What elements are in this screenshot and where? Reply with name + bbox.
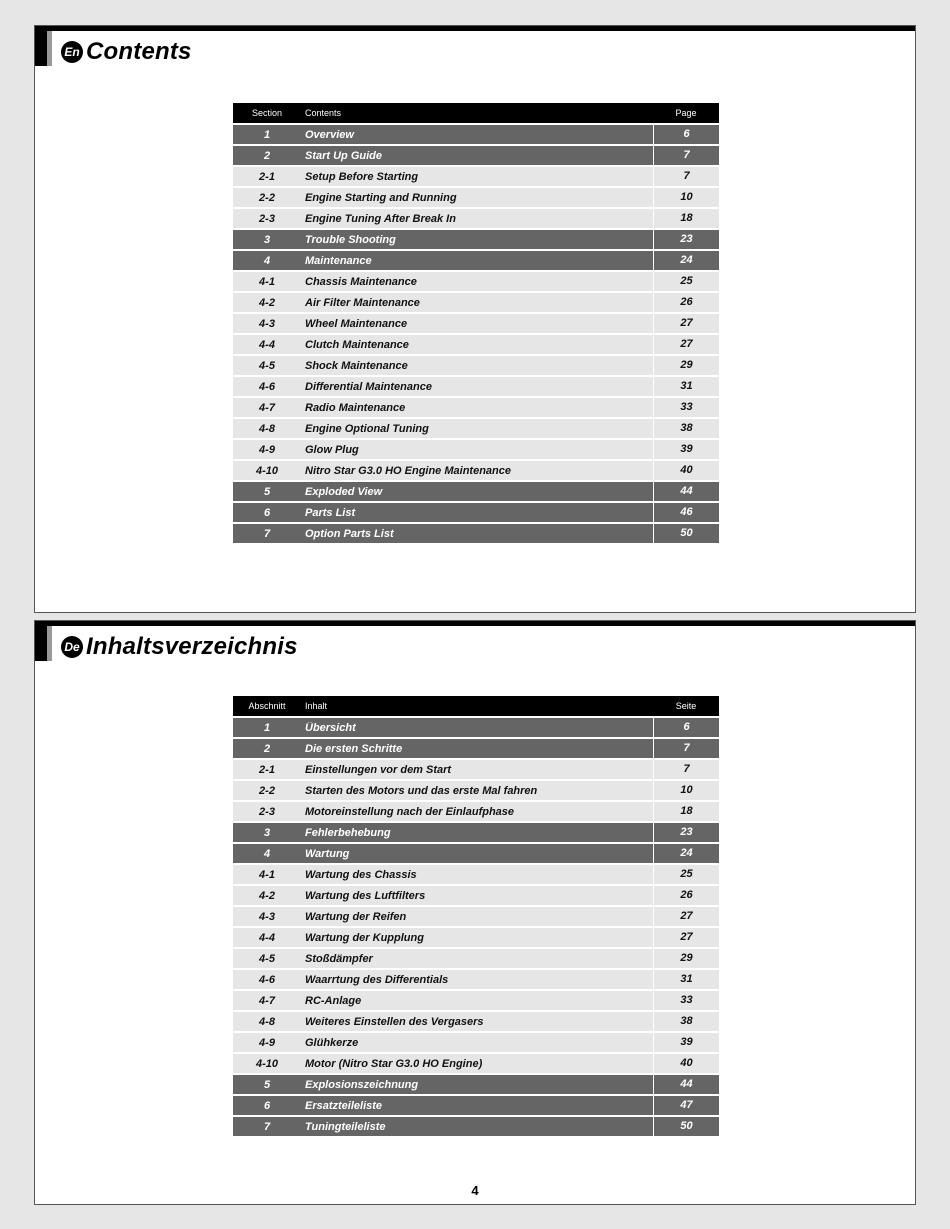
- toc-page-number: 39: [653, 440, 719, 459]
- toc-page-number: 29: [653, 356, 719, 375]
- toc-page-number: 25: [653, 865, 719, 884]
- toc-row[interactable]: [233, 865, 719, 884]
- toc-page-number: 31: [653, 377, 719, 396]
- toc-section-number: 4-9: [259, 1036, 275, 1049]
- toc-row[interactable]: [233, 356, 719, 375]
- panel-corner-bar: [35, 621, 47, 661]
- toc-page-number: 10: [653, 188, 719, 207]
- toc-row[interactable]: [233, 1075, 719, 1094]
- toc-page-number: 44: [653, 1075, 719, 1094]
- toc-entry-title: Übersicht: [305, 721, 356, 734]
- panel-top-bar: [35, 621, 915, 626]
- toc-section-number: 4-3: [259, 910, 275, 923]
- toc-entry-title: Engine Starting and Running: [305, 191, 457, 204]
- toc-page-number: 38: [653, 1012, 719, 1031]
- toc-entry-title: Einstellungen vor dem Start: [305, 763, 452, 776]
- toc-section-number: 4-7: [259, 994, 275, 1007]
- column-header-title: Inhalt: [305, 701, 328, 711]
- toc-entry-title: Motor (Nitro Star G3.0 HO Engine): [305, 1057, 483, 1070]
- toc-row[interactable]: [233, 886, 719, 905]
- toc-entry-title: Ersatzteileliste: [305, 1099, 383, 1112]
- toc-section-number: 4-2: [259, 889, 275, 902]
- toc-section-number: 2: [263, 149, 271, 162]
- toc-row[interactable]: [233, 398, 719, 417]
- toc-entry-title: Trouble Shooting: [305, 233, 396, 246]
- toc-page-number: 46: [653, 503, 719, 522]
- toc-entry-title: Wartung des Chassis: [305, 868, 417, 881]
- toc-page-number: 50: [653, 524, 719, 543]
- toc-row[interactable]: [233, 760, 719, 779]
- toc-row[interactable]: [233, 461, 719, 480]
- toc-section-number: 6: [263, 1099, 271, 1112]
- toc-section-number: 1: [263, 128, 271, 141]
- toc-entry-title: Wartung: [305, 847, 350, 860]
- toc-section-number: 2-3: [259, 212, 275, 225]
- toc-header-row: [233, 103, 719, 123]
- toc-section-number: 4: [263, 847, 271, 860]
- toc-entry-title: Parts List: [305, 506, 356, 519]
- panel-top-bar: [35, 26, 915, 31]
- toc-page-number: 7: [653, 760, 719, 779]
- toc-row[interactable]: [233, 928, 719, 947]
- toc-section-number: 1: [263, 721, 271, 734]
- toc-entry-title: Maintenance: [305, 254, 372, 267]
- toc-section-number: 4-2: [259, 296, 275, 309]
- toc-table: [233, 696, 719, 1136]
- panel-corner-shadow: [47, 626, 52, 661]
- toc-row[interactable]: [233, 167, 719, 186]
- toc-page-number: 6: [653, 718, 719, 737]
- section-heading: [61, 38, 192, 66]
- toc-rows: [233, 125, 719, 543]
- toc-row[interactable]: [233, 1054, 719, 1073]
- toc-page-number: 27: [653, 928, 719, 947]
- toc-entry-title: Die ersten Schritte: [305, 742, 403, 755]
- toc-entry-title: Option Parts List: [305, 527, 394, 540]
- toc-entry-title: RC-Anlage: [305, 994, 362, 1007]
- toc-section-number: 4-6: [259, 973, 275, 986]
- toc-row[interactable]: [233, 377, 719, 396]
- toc-entry-title: Explosionszeichnung: [305, 1078, 419, 1091]
- toc-page-number: 27: [653, 335, 719, 354]
- page-number: 4: [471, 1183, 479, 1198]
- toc-entry-title: Motoreinstellung nach der Einlaufphase: [305, 805, 515, 818]
- toc-entry-title: Wartung der Reifen: [305, 910, 407, 923]
- toc-section-number: 6: [263, 506, 271, 519]
- toc-page-number: 27: [653, 314, 719, 333]
- toc-entry-title: Air Filter Maintenance: [305, 296, 420, 309]
- toc-section-number: 2-3: [259, 805, 275, 818]
- toc-page-number: 18: [653, 802, 719, 821]
- toc-entry-title: Shock Maintenance: [305, 359, 408, 372]
- toc-section-number: 3: [263, 826, 271, 839]
- toc-entry-title: Stoßdämpfer: [305, 952, 373, 965]
- panel-corner-bar: [35, 26, 47, 66]
- toc-page-number: 10: [653, 781, 719, 800]
- toc-section-number: 4-9: [259, 443, 275, 456]
- toc-row[interactable]: [233, 314, 719, 333]
- toc-entry-title: Fehlerbehebung: [305, 826, 391, 839]
- toc-page-number: 23: [653, 823, 719, 842]
- toc-entry-title: Setup Before Starting: [305, 170, 419, 183]
- page-title: Contents: [86, 38, 192, 65]
- toc-section-number: 7: [263, 527, 271, 540]
- toc-row[interactable]: [233, 1096, 719, 1115]
- toc-section-number: 4-4: [259, 338, 275, 351]
- toc-page-number: 38: [653, 419, 719, 438]
- toc-row[interactable]: [233, 293, 719, 312]
- toc-section-number: 4-1: [259, 275, 275, 288]
- toc-page-number: 31: [653, 970, 719, 989]
- toc-page-number: 26: [653, 886, 719, 905]
- column-header-page: Page: [675, 108, 697, 118]
- toc-page-number: 26: [653, 293, 719, 312]
- toc-row[interactable]: [233, 1033, 719, 1052]
- toc-page-number: 40: [653, 1054, 719, 1073]
- toc-row[interactable]: [233, 125, 719, 144]
- toc-page-number: 47: [653, 1096, 719, 1115]
- toc-page-number: 6: [653, 125, 719, 144]
- contents-panel-de: [34, 620, 916, 1205]
- toc-page-number: 39: [653, 1033, 719, 1052]
- toc-row[interactable]: [233, 251, 719, 270]
- toc-page-number: 40: [653, 461, 719, 480]
- toc-page-number: 24: [653, 251, 719, 270]
- toc-section-number: 4-7: [259, 401, 275, 414]
- toc-page-number: 24: [653, 844, 719, 863]
- toc-row[interactable]: [233, 1012, 719, 1031]
- toc-entry-title: Start Up Guide: [305, 149, 383, 162]
- toc-entry-title: Engine Tuning After Break In: [305, 212, 456, 225]
- toc-entry-title: Overview: [305, 128, 354, 141]
- toc-row[interactable]: [233, 991, 719, 1010]
- toc-section-number: 4-3: [259, 317, 275, 330]
- column-header-section: Section: [251, 108, 283, 118]
- toc-section-number: 4-6: [259, 380, 275, 393]
- column-header-title: Contents: [305, 108, 342, 118]
- toc-row[interactable]: [233, 949, 719, 968]
- toc-page-number: 44: [653, 482, 719, 501]
- toc-section-number: 4-1: [259, 868, 275, 881]
- toc-section-number: 4-10: [255, 1057, 279, 1070]
- toc-row[interactable]: [233, 907, 719, 926]
- toc-section-number: 2-1: [259, 763, 275, 776]
- toc-entry-title: Exploded View: [305, 485, 383, 498]
- toc-section-number: 4-10: [255, 464, 279, 477]
- toc-row[interactable]: [233, 802, 719, 821]
- toc-row[interactable]: [233, 209, 719, 228]
- toc-table: [233, 103, 719, 543]
- toc-section-number: 5: [263, 1078, 271, 1091]
- panel-corner-shadow: [47, 31, 52, 66]
- toc-section-number: 4-5: [259, 359, 275, 372]
- toc-section-number: 4: [263, 254, 271, 267]
- toc-entry-title: Weiteres Einstellen des Vergasers: [305, 1015, 484, 1028]
- toc-row[interactable]: [233, 718, 719, 737]
- toc-page-number: 25: [653, 272, 719, 291]
- contents-panel-en: [34, 25, 916, 613]
- toc-section-number: 2-1: [259, 170, 275, 183]
- toc-row[interactable]: [233, 230, 719, 249]
- toc-entry-title: Engine Optional Tuning: [305, 422, 429, 435]
- language-badge: De: [61, 636, 83, 658]
- toc-entry-title: Starten des Motors und das erste Mal fahren: [305, 784, 538, 797]
- toc-entry-title: Differential Maintenance: [305, 380, 432, 393]
- toc-entry-title: Chassis Maintenance: [305, 275, 417, 288]
- toc-section-number: 4-8: [259, 1015, 275, 1028]
- toc-entry-title: Clutch Maintenance: [305, 338, 409, 351]
- column-header-page: Seite: [675, 701, 697, 711]
- toc-row[interactable]: [233, 440, 719, 459]
- toc-page-number: 7: [653, 167, 719, 186]
- language-badge: En: [61, 41, 83, 63]
- toc-section-number: 2-2: [259, 784, 275, 797]
- toc-row[interactable]: [233, 335, 719, 354]
- toc-row[interactable]: [233, 970, 719, 989]
- toc-row[interactable]: [233, 524, 719, 543]
- toc-entry-title: Radio Maintenance: [305, 401, 406, 414]
- toc-page-number: 18: [653, 209, 719, 228]
- toc-row[interactable]: [233, 272, 719, 291]
- toc-row[interactable]: [233, 844, 719, 863]
- toc-entry-title: Wartung des Luftfilters: [305, 889, 426, 902]
- toc-entry-title: Wartung der Kupplung: [305, 931, 424, 944]
- toc-row[interactable]: [233, 781, 719, 800]
- toc-page-number: 33: [653, 991, 719, 1010]
- toc-row[interactable]: [233, 1117, 719, 1136]
- section-heading: [61, 633, 298, 661]
- toc-page-number: 23: [653, 230, 719, 249]
- toc-section-number: 7: [263, 1120, 271, 1133]
- toc-page-number: 7: [653, 739, 719, 758]
- toc-entry-title: Glühkerze: [305, 1036, 359, 1049]
- toc-section-number: 4-5: [259, 952, 275, 965]
- toc-section-number: 2-2: [259, 191, 275, 204]
- toc-row[interactable]: [233, 739, 719, 758]
- toc-section-number: 4-4: [259, 931, 275, 944]
- toc-section-number: 4-8: [259, 422, 275, 435]
- toc-section-number: 3: [263, 233, 271, 246]
- toc-entry-title: Nitro Star G3.0 HO Engine Maintenance: [305, 464, 511, 477]
- toc-page-number: 33: [653, 398, 719, 417]
- toc-rows: [233, 718, 719, 1136]
- column-header-section: Abschnitt: [248, 701, 286, 711]
- toc-row[interactable]: [233, 823, 719, 842]
- toc-entry-title: Waarrtung des Differentials: [305, 973, 449, 986]
- toc-entry-title: Wheel Maintenance: [305, 317, 408, 330]
- page-title: Inhaltsverzeichnis: [86, 633, 298, 660]
- toc-header-row: [233, 696, 719, 716]
- toc-row[interactable]: [233, 503, 719, 522]
- toc-page-number: 29: [653, 949, 719, 968]
- toc-row[interactable]: [233, 482, 719, 501]
- toc-page-number: 7: [653, 146, 719, 165]
- toc-page-number: 50: [653, 1117, 719, 1136]
- toc-entry-title: Tuningteileliste: [305, 1120, 386, 1133]
- toc-row[interactable]: [233, 419, 719, 438]
- toc-row[interactable]: [233, 146, 719, 165]
- toc-entry-title: Glow Plug: [305, 443, 359, 456]
- toc-row[interactable]: [233, 188, 719, 207]
- toc-section-number: 5: [263, 485, 271, 498]
- toc-section-number: 2: [263, 742, 271, 755]
- toc-page-number: 27: [653, 907, 719, 926]
